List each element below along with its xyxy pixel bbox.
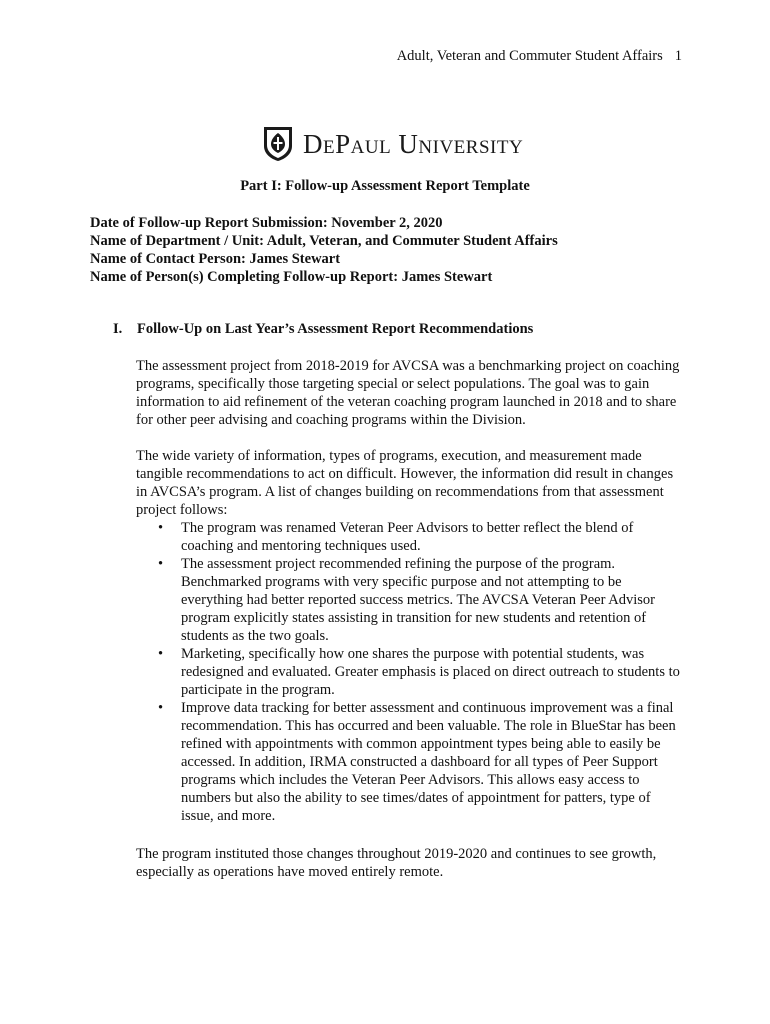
bullet-icon: •	[158, 646, 164, 662]
logo-wordmark: DePaul University	[303, 128, 524, 159]
paragraph-text: The wide variety of information, types of programs, execution, and measurement made tangible recommendations to act on difficult. However, the information did result in changes in AVCSA’s program. A list of changes building on recommendations from that assessment project follows:	[136, 448, 674, 518]
depaul-shield-icon	[263, 126, 293, 162]
meta-contact-person: Name of Contact Person: James Stewart	[90, 251, 341, 267]
bullet-icon: •	[158, 520, 164, 536]
section-title: Follow-Up on Last Year’s Assessment Report Recommendations	[137, 321, 534, 337]
paragraph-text: The program instituted those changes throughout 2019-2020 and continues to see growth, especially as operations have moved entirely remote.	[136, 846, 657, 880]
list-item-text: Improve data tracking for better assessment and continuous improvement was a final recommendation. This has occurred and been valuable. The role in BlueStar has been refined with appointments with common appointment types being able to easily be accessed. In addition, IRMA constructed a dashboard for all types of Peer Support programs which includes the Veteran Peer Advisors. This allows easy access to numbers but also the ability to see times/dates of appointment for patters, type of issue, and more.	[181, 700, 676, 824]
list-item	[136, 555, 684, 645]
section-number: I.	[113, 321, 123, 337]
paragraph-text: The assessment project from 2018-2019 for AVCSA was a benchmarking project on coaching programs, specifically those targeting special or select populations. The goal was to gain information to aid refinement of the veteran coaching program launched in 2018 and to share for other peer advising and coaching programs within the Division.	[136, 358, 680, 428]
meta-department: Name of Department / Unit: Adult, Veteran, and Commuter Student Affairs	[90, 233, 558, 249]
section-heading	[113, 321, 533, 338]
meta-completed-by: Name of Person(s) Completing Follow-up Report: James Stewart	[90, 269, 493, 285]
university-logo	[263, 126, 523, 162]
page-number: 1	[674, 48, 682, 64]
report-meta	[90, 214, 558, 286]
list-item	[136, 519, 684, 555]
running-header	[397, 48, 682, 65]
list-item-text: Marketing, specifically how one shares the purpose with potential students, was redesigned and evaluated. Greater emphasis is placed on direct outreach to students to participate in the program.	[181, 646, 680, 698]
running-title: Adult, Veteran and Commuter Student Affairs	[396, 48, 663, 64]
list-item-text: The program was renamed Veteran Peer Advisors to better reflect the blend of coaching and mentoring techniques used.	[181, 520, 634, 554]
bullet-icon: •	[158, 700, 164, 716]
list-item	[136, 699, 684, 825]
paragraph-3	[136, 845, 684, 881]
paragraph-2	[136, 447, 684, 825]
paragraph-1	[136, 357, 684, 429]
list-item	[136, 645, 684, 699]
page-title: Part I: Follow-up Assessment Report Template	[240, 178, 530, 194]
meta-submission-date: Date of Follow-up Report Submission: November 2, 2020	[90, 215, 443, 231]
recommendation-list	[136, 519, 684, 825]
list-item-text: The assessment project recommended refining the purpose of the program. Benchmarked programs with very specific purpose and not attempting to be everything had better reported success metrics. The AVCSA Veteran Peer Advisor program explicitly states assisting in transition for new students and retention of students as the two goals.	[181, 556, 655, 644]
bullet-icon: •	[158, 556, 164, 572]
